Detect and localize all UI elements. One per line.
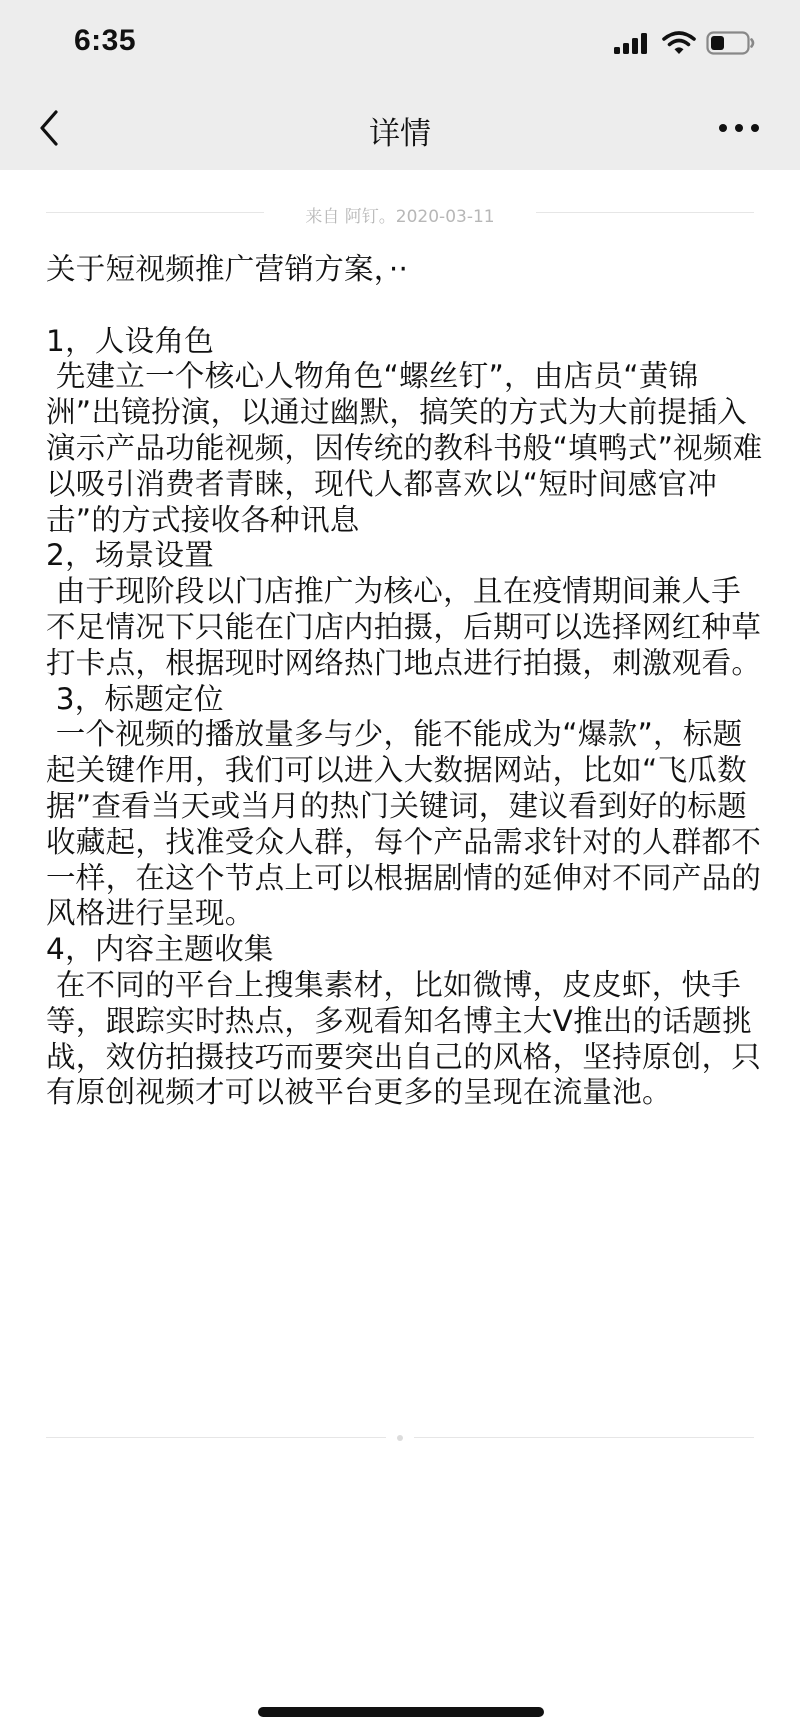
meta-row xyxy=(46,198,754,228)
page-title: 详情 xyxy=(369,116,431,152)
status-bar xyxy=(0,0,800,86)
nav-bar xyxy=(0,86,800,170)
wifi-icon xyxy=(662,30,696,56)
status-time: 6:35 xyxy=(74,24,137,57)
end-divider-left xyxy=(46,1437,386,1438)
more-button[interactable] xyxy=(716,116,762,140)
end-divider-right xyxy=(414,1437,754,1438)
end-dot xyxy=(397,1435,403,1441)
home-indicator[interactable] xyxy=(258,1707,544,1717)
signal-icon xyxy=(614,32,648,54)
end-divider xyxy=(46,1428,754,1448)
note-source-date: 来自 阿钉。2020-03-11 xyxy=(305,207,495,227)
note-body: 关于短视频推广营销方案，·· 1，人设角色 先建立一个核心人物角色“螺丝钉”，由店员“黄锦洲”出镜扮演，以通过幽默，搞笑的方式为大前提插入演示产品功能视频，因传统的教科书般“填鸭式”视频难以吸引消费者青睐，现代人都喜欢以“短时间感官冲击”的方式接收各种讯息 2，场景设置 由于现阶段以门店推广为核心，且在疫情期间兼人手不足情况下只能在门店内拍摄，后期可以选择网红种草打卡点，根据现时网络热门地点进行拍摄，刺激观看。 3，标题定位 一个视频的播放量多与少，能不能成为“爆款”，标题起关键作用，我们可以进入大数据网站，比如“飞瓜数据”查看当天或当月的热门关键词，建议看到好的标题收藏起，找准受众人群，每个产品需求针对的人群都不一样，在这个节点上可以根据剧情的延伸对不同产品的风格进行呈现。 4，内容主题收集 在不同的平台上搜集素材，比如微博，皮皮虾，快手等，跟踪实时热点，多观看知名博主大V推出的话题挑战，效仿拍摄技巧而要突出自己的风格，坚持原创，只有原创视频才可以被平台更多的呈现在流量池。 xyxy=(46,252,763,1110)
battery-icon xyxy=(706,30,756,56)
